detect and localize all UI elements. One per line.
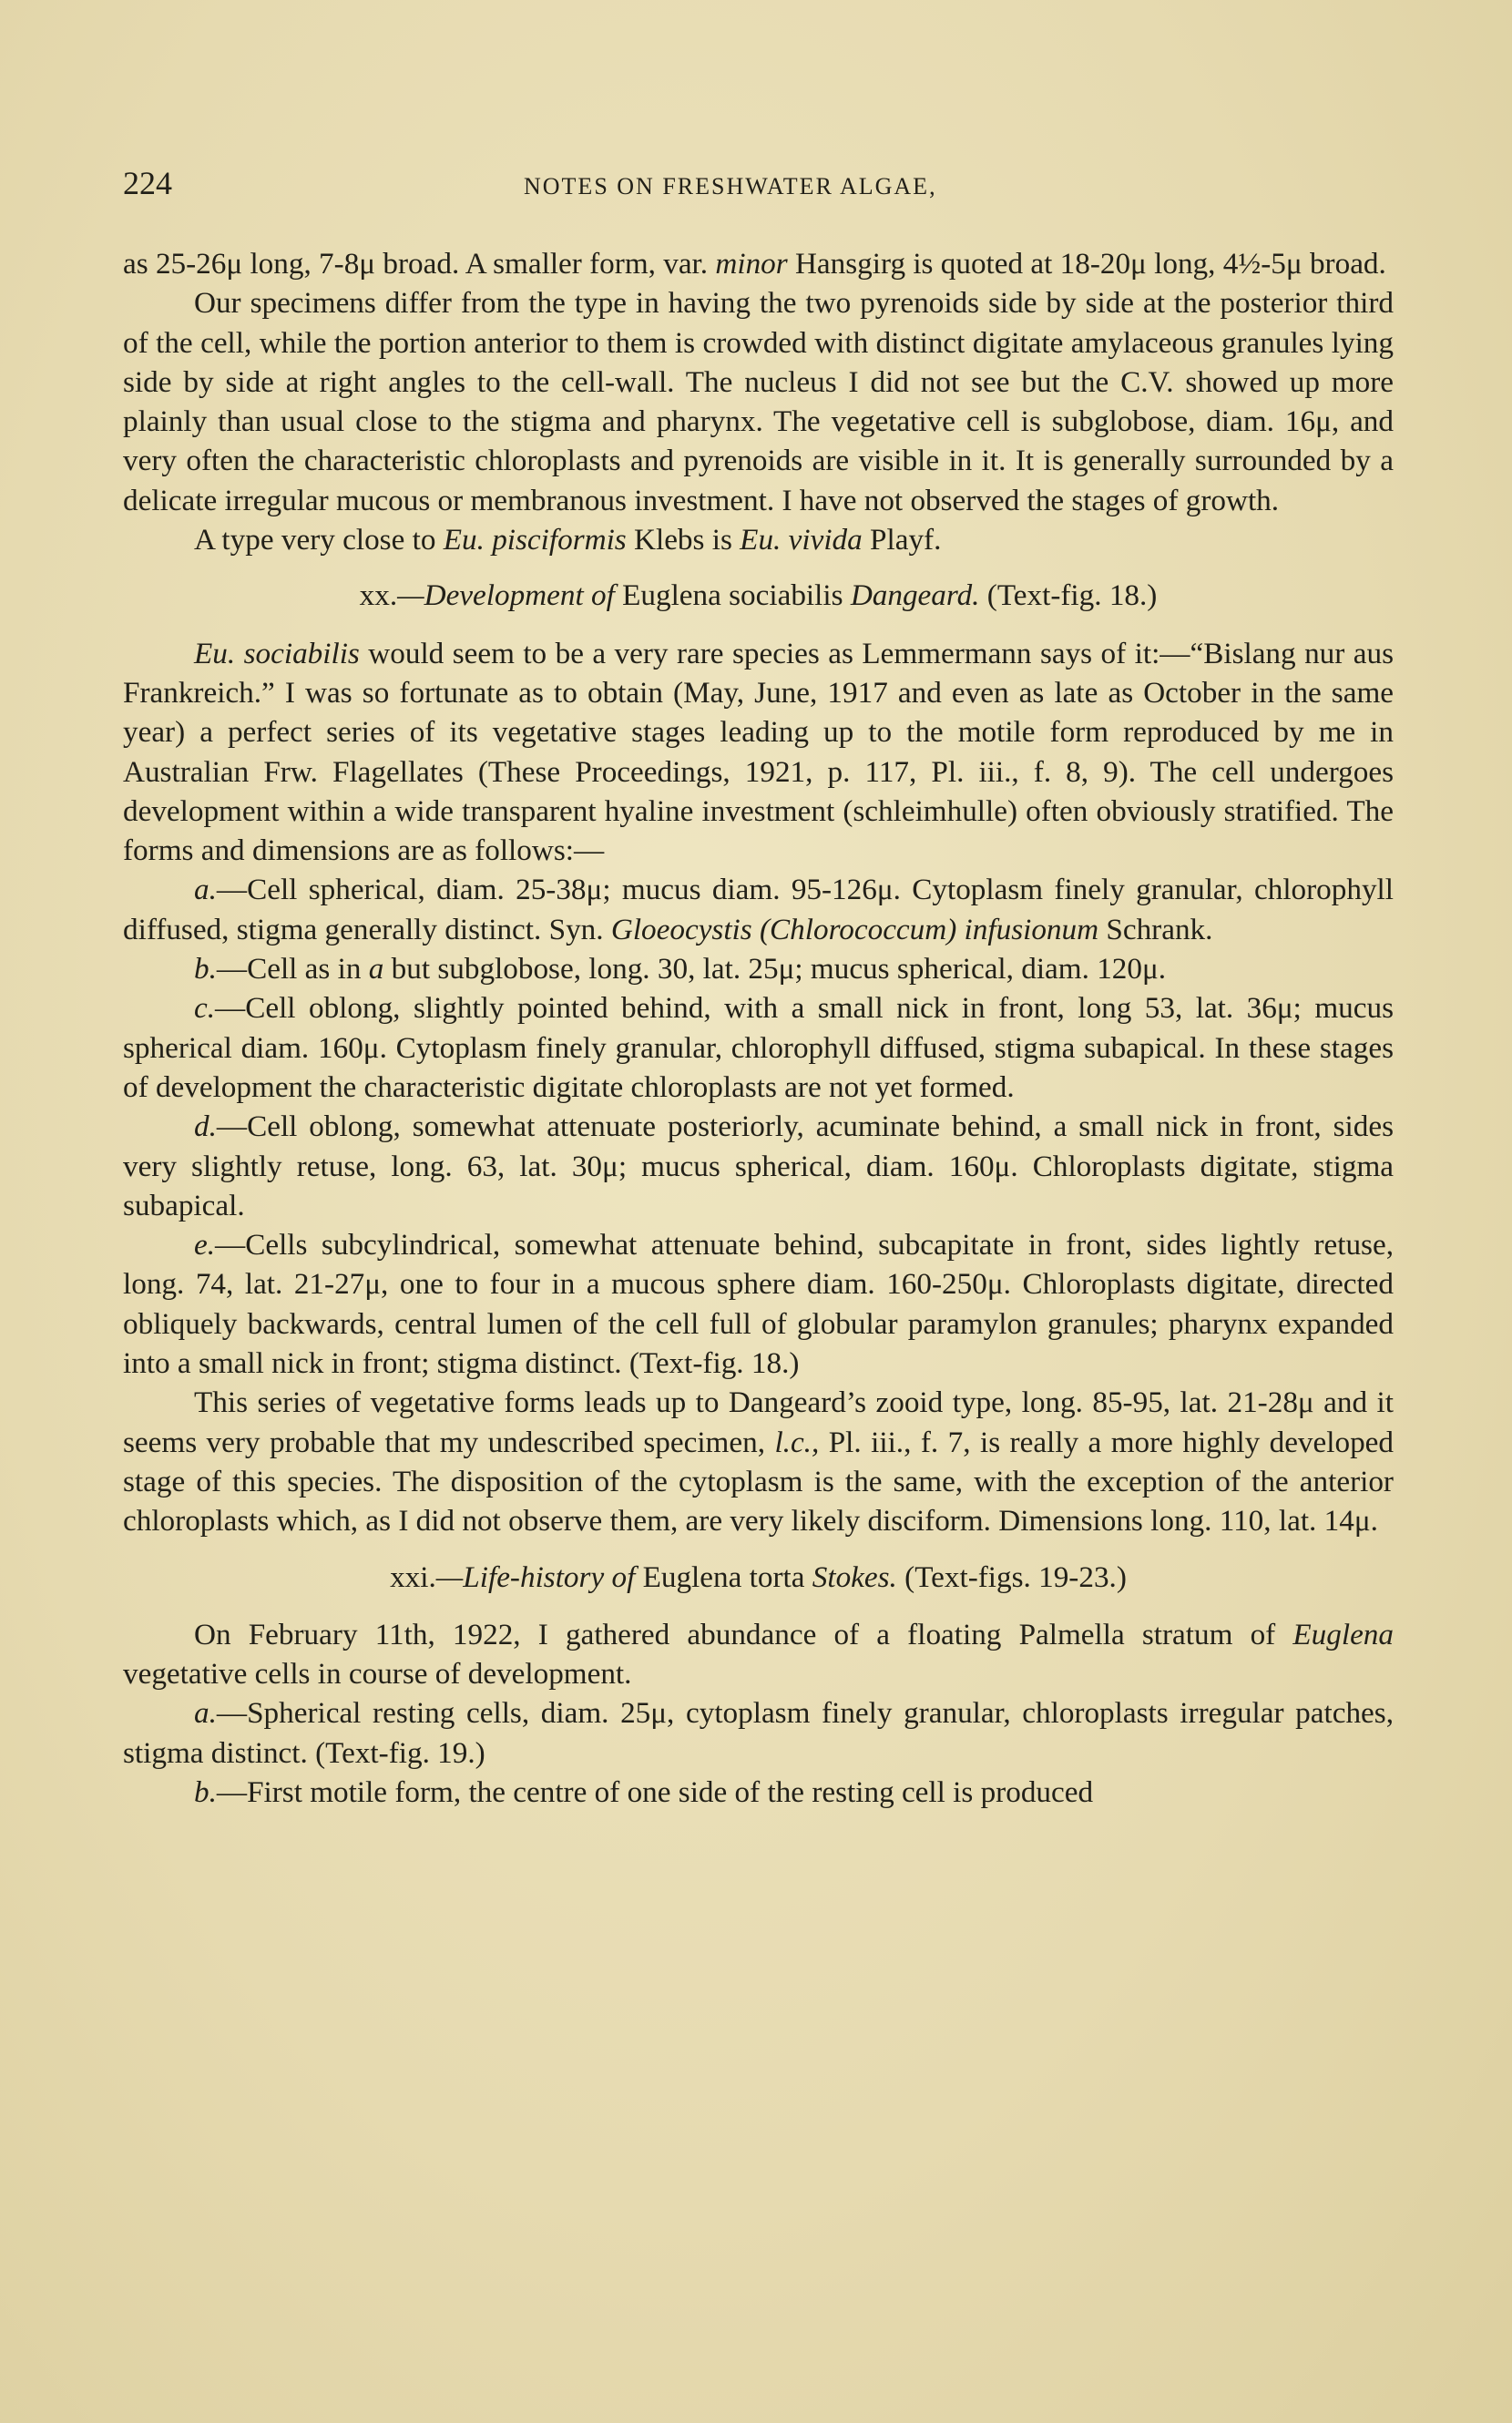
running-head: NOTES ON FRESHWATER ALGAE, xyxy=(524,173,937,199)
stage-b: b.—Cell as in a but subglobose, long. 30, lat. 25μ; mucus spherical, diam. 120μ. xyxy=(194,952,1167,987)
paragraph-type: A type very close to Eu. pisciformis Klebs is Eu. vivida Playf. xyxy=(194,523,942,557)
stage-torta-a: a.—Spherical resting cells, diam. 25μ, cytoplasm finely granular, chloroplasts irregular patches, stigma distinct. (Text-fig. 19.) xyxy=(123,1696,1394,1770)
section-heading-xx: xx.—Development of Euglena sociabilis Dangeard. (Text-fig. 18.) xyxy=(359,578,1158,613)
paragraph-sociabilis: Eu. sociabilis would seem to be a very rare species as Lemmermann says of it:—“Bislang nur aus Frankreich.” I was so fortunate as to obtain (May, June, 1917 and even as late as October in the same year) a perfect series of its vegetative stages leading up to the motile form reproduced by me in Australian Frw. Flagellates (These Proceedings, 1921, p. 117, Pl. iii., f. 8, 9). The cell undergoes development within a wide transparent hyaline investment (schleimhulle) often obviously stratified. The forms and dimensions are as follows:— xyxy=(123,636,1394,868)
paragraph-specimens: Our specimens differ from the type in having the two pyrenoids side by side at the posterior third of the cell, while the portion anterior to them is crowded with distinct digitate amylaceous granules lying side by side at right angles to the cell-wall. The nucleus I did not see but the C.V. showed up more plainly than usual close to the stigma and pharynx. The vegetative cell is subglobose, diam. 16μ, and very often the characteristic chloroplasts and pyrenoids are visible in it. It is generally surrounded by a delicate irregular mucous or membranous investment. I have not observed the stages of growth. xyxy=(123,286,1394,517)
stage-e: e.—Cells subcylindrical, somewhat attenuate behind, subcapitate in front, sides lightly retuse, long. 74, lat. 21-27μ, one to four in a mucous sphere diam. 160-250μ. Chloroplasts digitate, directed obliquely backwards, central lumen of the cell full of globular paramylon granules; pharynx expanded into a small nick in front; stigma distinct. (Text-fig. 18.) xyxy=(123,1228,1394,1381)
paragraph-continuation: as 25-26μ long, 7-8μ broad. A smaller form, var. minor Hansgirg is quoted at 18-20μ long, 4½-5μ broad. xyxy=(123,247,1386,281)
stage-c: c.—Cell oblong, slightly pointed behind, with a small nick in front, long 53, lat. 36μ; mucus spherical diam. 160μ. Cytoplasm finely granular, chlorophyll diffused, stigma subapical. In these stages of development the characteristic digitate chloroplasts are not yet formed. xyxy=(123,991,1394,1104)
paragraph-series: This series of vegetative forms leads up to Dangeard’s zooid type, long. 85-95, lat. 21-28μ and it seems very probable that my undescribed specimen, l.c., Pl. iii., f. 7, is really a more highly developed stage of this species. The disposition of the cytoplasm is the same, with the exception of the anterior chloroplasts which, as I did not observe them, are very likely disciform. Dimensions long. 110, lat. 14μ. xyxy=(123,1385,1394,1539)
page-header xyxy=(123,164,1398,210)
body-text xyxy=(123,244,1394,1812)
section-heading-xxi: xxi.—Life-history of Euglena torta Stokes. (Text-figs. 19-23.) xyxy=(390,1559,1127,1594)
stage-a: a.—Cell spherical, diam. 25-38μ; mucus diam. 95-126μ. Cytoplasm finely granular, chlorophyll diffused, stigma generally distinct. Syn. Gloeocystis (Chlorococcum) infusionum Schrank. xyxy=(123,873,1394,946)
stage-torta-b: b.—First motile form, the centre of one side of the resting cell is produced xyxy=(194,1774,1094,1809)
stage-d: d.—Cell oblong, somewhat attenuate posteriorly, acuminate behind, a small nick in front, sides very slightly retuse, long. 63, lat. 30μ; mucus spherical, diam. 160μ. Chloroplasts digitate, stigma subapical. xyxy=(123,1109,1394,1222)
page-number: 224 xyxy=(123,165,172,201)
paragraph-february: On February 11th, 1922, I gathered abundance of a floating Palmella stratum of Euglena vegetative cells in course of development. xyxy=(123,1617,1394,1692)
